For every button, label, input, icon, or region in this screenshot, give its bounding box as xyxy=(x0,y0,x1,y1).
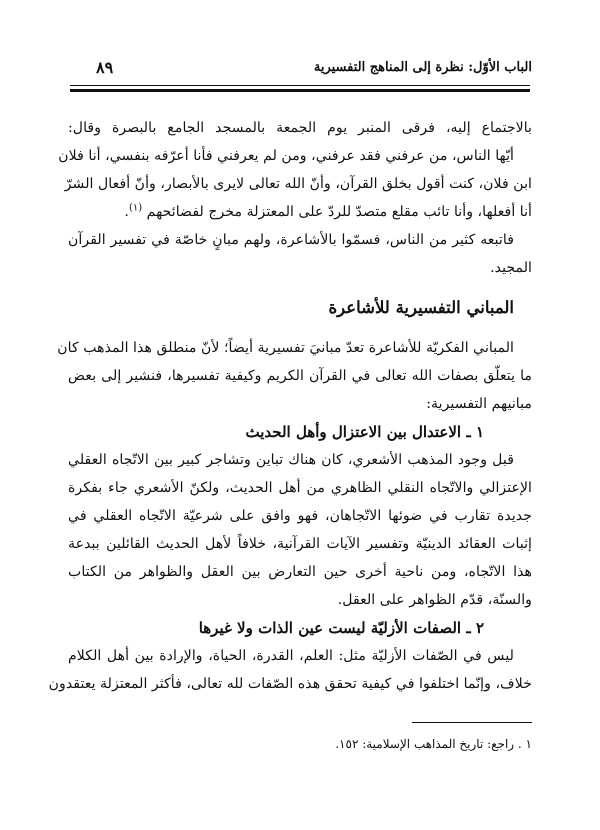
page-body xyxy=(48,114,532,698)
footnote: ١ . راجع: تاريخ المذاهب الإسلامية: ١٥٢. xyxy=(335,737,532,751)
text-line: والسنّة، قدّم الظواهر على العقل. xyxy=(337,592,532,608)
text-line: خلاف، وإنّما اختلفوا في كيفية تحقق هذه الصّفات لله تعالى، فأكثر المعتزلة يعتقدون xyxy=(48,676,532,692)
text-line: هذا الاتّجاه، ومن ناحية أخرى حين التعارض بين العقل والظواهر من الكتاب xyxy=(68,564,532,580)
header-rule-thick xyxy=(70,89,530,92)
text-line: الإعتزالي والاتّجاه النقلي الظاهري من أهل الحديث، ولكنّ الأشعري جاء بفكرة xyxy=(68,480,532,496)
header-rule-thin xyxy=(70,85,530,86)
text-line: مبانيهم التفسيرية: xyxy=(426,396,532,412)
subsection-heading: ٢ ـ الصفات الأزليّة ليست عين الذات ولا غيرها xyxy=(198,619,484,637)
text-line: بالاجتماع إليه، فرقى المنبر يوم الجمعة بالمسجد الجامع بالبصرة وقال: xyxy=(68,120,532,136)
text-line: ليس في الصّفات الأزليّة مثل: العلم، القدرة، الحياة، والإرادة بين أهل الكلام xyxy=(68,648,514,664)
text-line: المجيد. xyxy=(490,260,532,276)
text-line: ابن فلان، كنت أقول بخلق القرآن، وأنّ الله تعالى لايرى بالأبصار، وأنّ أفعال الشرّ xyxy=(64,176,532,192)
text-span: أنا أفعلها، وأنا تائب مقلع متصدّ للردّ على المعتزلة مخرج لفضائحهم xyxy=(146,204,532,220)
text-line: فاتبعه كثير من الناس، فسمّوا بالأشاعرة، ولهم مبانٍ خاصّة في تفسير القرآن xyxy=(68,232,514,248)
running-title: الباب الأوّل: نظرة إلى المناهج التفسيرية xyxy=(313,60,532,75)
page-number: ٨٩ xyxy=(96,58,114,77)
text-line xyxy=(68,198,532,226)
text-line: ما يتعلّق بصفات الله تعالى في القرآن الكريم وكيفية تفسيرها، فنشير إلى بعض xyxy=(68,368,532,384)
text-span: . xyxy=(124,204,129,220)
page-header xyxy=(68,56,532,82)
footnote-reference: (١) xyxy=(128,202,143,214)
text-line: المباني الفكريّة للأشاعرة تعدّ مبانيَ تفسيرية أيضاً؛ لأنّ منطلق هذا المذهب كان xyxy=(57,340,514,356)
text-line: إثبات العقائد الدينيّة وتفسير الآيات القرآنية، خلافاً لأهل الحديث القائلين ببدعة xyxy=(68,536,532,552)
subsection-heading: ١ ـ الاعتدال بين الاعتزال وأهل الحديث xyxy=(245,423,484,441)
section-heading: المباني التفسيرية للأشاعرة xyxy=(328,298,514,317)
text-line: أيّها الناس، من عرفني فقد عرفني، ومن لم يعرفني فأنا أعرّفه بنفسي، أنا فلان xyxy=(58,148,514,164)
text-line: جديدة تقارب في ضوئها الاتّجاهان، فهو وافق على شرعيّة الاتّجاه العقلي في xyxy=(68,508,532,524)
footnote-rule xyxy=(412,722,532,723)
text-line: قبل وجود المذهب الأشعري، كان هناك تباين وتشاجر كبير بين الاتّجاه العقلي xyxy=(68,452,514,468)
